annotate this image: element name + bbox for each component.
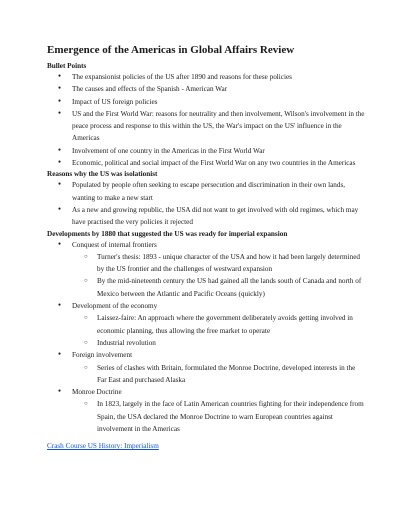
isolationist-heading: Reasons why the US was isolationist — [47, 170, 158, 179]
list-item: ● US and the First World War: reasons for neutrality and then involvement, Wilson's involvement in the peace process and response to this within the US, the War's impact on the US' influence in the Americas — [47, 108, 366, 145]
list-item: ● Impact of US foreign policies — [47, 96, 366, 108]
sub-list-item: ○ Laissez-faire: An approach where the government deliberately avoids getting involved in economic planning, thus allowing the free market to operate — [72, 312, 366, 337]
list-item: ● Involvement of one country in the Americas in the First World War — [47, 145, 366, 157]
sub-list-item: ○ Industrial revolution — [72, 337, 366, 349]
list-item-label: Development of the economy — [72, 302, 158, 311]
list-item: ● The causes and effects of the Spanish - American War — [47, 83, 366, 95]
list-item — [47, 386, 366, 435]
sub-list — [72, 362, 366, 387]
list-item: ● The expansionist policies of the US after 1890 and reasons for these policies — [47, 71, 366, 83]
list-item-label: Monroe Doctrine — [72, 388, 122, 397]
list-item — [47, 349, 366, 386]
list-item: ● As a new and growing republic, the USA did not want to get involved with old regimes, which may have practised the very policies it rejected — [47, 204, 366, 229]
sub-list-item: ○ In 1823, largely in the face of Latin American countries fighting for their independence from Spain, the USA declared the Monroe Doctrine to warn European countries against involvement in the Americas — [72, 398, 366, 435]
sub-list — [72, 312, 366, 349]
list-item — [47, 239, 366, 300]
sub-list — [72, 251, 366, 300]
list-item: ● Economic, political and social impact of the First World War on any two countries in the Americas — [47, 157, 366, 169]
list-item-label: Foreign involvement — [72, 351, 133, 360]
developments-list — [47, 239, 366, 436]
sub-list — [72, 398, 366, 435]
sub-list-item: ○ By the mid-nineteenth century the US had gained all the lands south of Canada and north of Mexico between the Atlantic and Pacific Oceans (quickly) — [72, 275, 366, 300]
bullet-points-heading: Bullet Points — [47, 62, 87, 70]
developments-heading: Developments by 1880 that suggested the US was ready for imperial expansion — [47, 229, 288, 238]
list-item — [47, 300, 366, 349]
bullet-points-list — [47, 71, 366, 169]
list-item: ● Populated by people often seeking to escape persecution and discrimination in their own lands, wanting to make a new start — [47, 179, 366, 204]
crash-course-link[interactable]: Crash Course US History: Imperialism — [47, 442, 159, 451]
document-title: Emergence of the Americas in Global Affairs Review — [47, 44, 295, 56]
sub-list-item: ○ Turner's thesis: 1893 - unique character of the USA and how it had been largely determined by the US frontier and the challenges of westward expansion — [72, 251, 366, 276]
list-item-label: Conquest of internal frontiers — [72, 240, 157, 249]
sub-list-item: ○ Series of clashes with Britain, formulated the Monroe Doctrine, developed interests in the Far East and purchased Alaska — [72, 362, 366, 387]
isolationist-list — [47, 179, 366, 228]
